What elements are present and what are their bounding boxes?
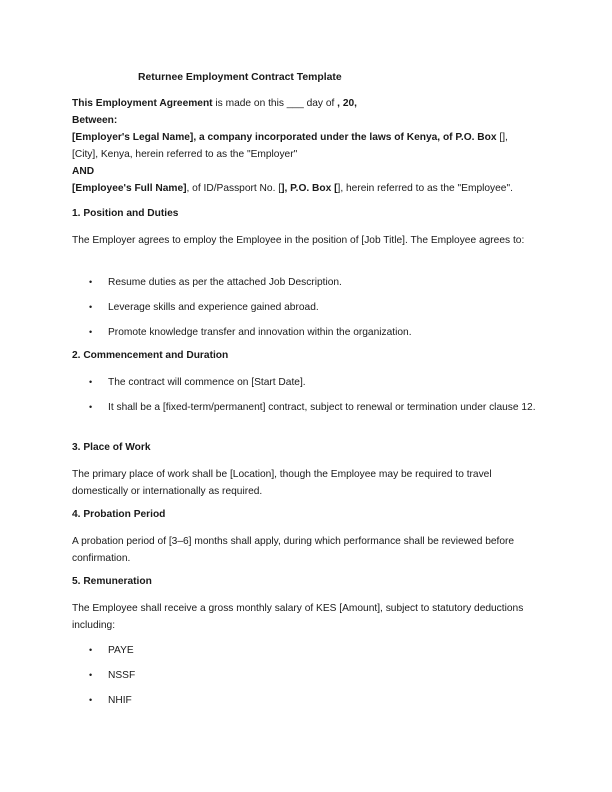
employee-line: [Employee's Full Name], of ID/Passport No. [], P.O. Box [], herein referred to as the "Employee". xyxy=(72,182,513,194)
section-paragraph-position-duties: The Employer agrees to employ the Employee in the position of [Job Title]. The Employee agrees to: xyxy=(72,235,525,246)
document-title: Returnee Employment Contract Template xyxy=(138,72,342,83)
document-page: Returnee Employment Contract Template This Employment Agreement is made on this ___ day of , 20, Between: [Employer's Legal Name], a company incorporated under the laws of Kenya, of P.O. Box [], [City], Kenya, herein referred to as the "Employer" AND [Employee's Full Name], of ID/Passport No. [], P.O. Box [], herein referred to as the "Employee". 1. Position and Duties The Employer agrees to employ the Employee in the position of [Job Title]. The Employee agrees to: • Resume duties as per the attached Job Description. • Leverage skills and experience gained abroad. • Promote knowledge transfer and innovation within the organization. 2. Commencement and Duration • The contract will commence on [Start Date]. • It shall be a [fixed-term/permanent] contract, subject to renewal or termination under clause 12. 3. Place of Work The primary place of work shall be [Location], though the Employee may be required to travel domestically or internationally as required. 4. Probation Period A probation period of [3–6] months shall apply, during which performance shall be reviewed before confirmation. 5. Remuneration The Employee shall receive a gross monthly salary of KES [Amount], subject to statutory deductions including: • PAYE • NSSF • NHIF xyxy=(0,0,612,792)
section-heading-probation: 4. Probation Period xyxy=(72,509,166,520)
section-heading-position-duties: 1. Position and Duties xyxy=(72,208,179,219)
section-paragraph-remuneration: The Employee shall receive a gross monthly salary of KES [Amount], subject to statutory deductions including: xyxy=(72,603,524,631)
section-heading-remuneration: 5. Remuneration xyxy=(72,576,152,587)
section-heading-place-of-work: 3. Place of Work xyxy=(72,442,151,453)
section-paragraph-probation: A probation period of [3–6] months shall apply, during which performance shall be reviewed before confirmation. xyxy=(72,536,515,564)
between-label: Between: xyxy=(72,114,118,126)
employer-line: [Employer's Legal Name], a company incorporated under the laws of Kenya, of P.O. Box [], xyxy=(72,131,508,143)
section-paragraph-place-of-work: The primary place of work shall be [Location], though the Employee may be required to travel domestically or internationally as required. xyxy=(72,469,492,497)
employer-city-line: [City], Kenya, herein referred to as the "Employer" xyxy=(72,148,298,160)
agreement-date-line: This Employment Agreement is made on this ___ day of , 20, xyxy=(72,98,357,109)
section-heading-commencement: 2. Commencement and Duration xyxy=(72,350,229,361)
agreement-intro xyxy=(72,96,552,197)
and-label: AND xyxy=(72,165,95,177)
